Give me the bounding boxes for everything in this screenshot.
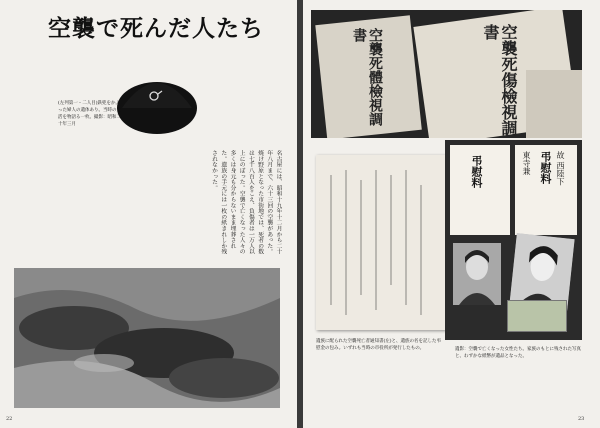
doc-label-1: 空襲死體檢視調書 bbox=[351, 28, 383, 126]
caption-documents: 遺族に配られた空襲死亡者通知書(左)と、遺族の名を記した弔慰金の包み。いずれも当時の市役所が発行したもの。 bbox=[316, 339, 442, 351]
envelope-label-3: 弔慰料 bbox=[539, 151, 552, 184]
memorial-items-panel bbox=[445, 140, 582, 340]
portrait-woman-1 bbox=[453, 243, 501, 305]
page-number-right: 23 bbox=[578, 416, 585, 422]
death-notice-handwriting bbox=[316, 155, 446, 330]
casualties-photo-image bbox=[14, 268, 280, 408]
death-notice-document bbox=[316, 155, 446, 330]
documents-photo bbox=[311, 10, 582, 138]
portrait-woman-1-image bbox=[453, 243, 501, 305]
caption-portraits: 遺影：空襲で亡くなった女性たち。家族のもとに残された写真と、わずかな紙幣が遺品となった。 bbox=[455, 347, 581, 359]
helmet-caption: (左列第一・二人目)鉄兜をかぶった婦人の遺体あり。当時の生活を物語る一枚。撮影：昭和二十年三月 bbox=[58, 101, 121, 127]
page-number-left: 22 bbox=[6, 416, 13, 422]
condolence-envelope-2 bbox=[515, 145, 577, 235]
page-title: 空襲で死んだ人たち bbox=[48, 15, 264, 42]
envelope-label-4: 東寺兼 bbox=[522, 151, 531, 175]
left-page bbox=[0, 0, 297, 428]
helmet-photo bbox=[112, 58, 202, 138]
banknote bbox=[507, 300, 567, 332]
condolence-envelope-1 bbox=[450, 145, 510, 235]
body-text: 名古屋には、昭和十九年十二月から二十年八月まで、六十三回の空襲があった。焼け野原となった市街地では、死者の数は七千八百人をこえ、負傷者は一万人以上にのぼった。空襲で亡くなった人々の多くは身元も分からないまま埋葬された。遺族の手元には一枚の紙きれしか残されなかった。 bbox=[210, 150, 281, 255]
envelope-label-2: 故 西陸下 bbox=[556, 151, 565, 186]
envelope-label-1: 弔慰料 bbox=[470, 155, 483, 188]
doc-label-2: 空襲死傷檢視調書 bbox=[481, 24, 518, 136]
casualties-photo bbox=[14, 268, 280, 408]
